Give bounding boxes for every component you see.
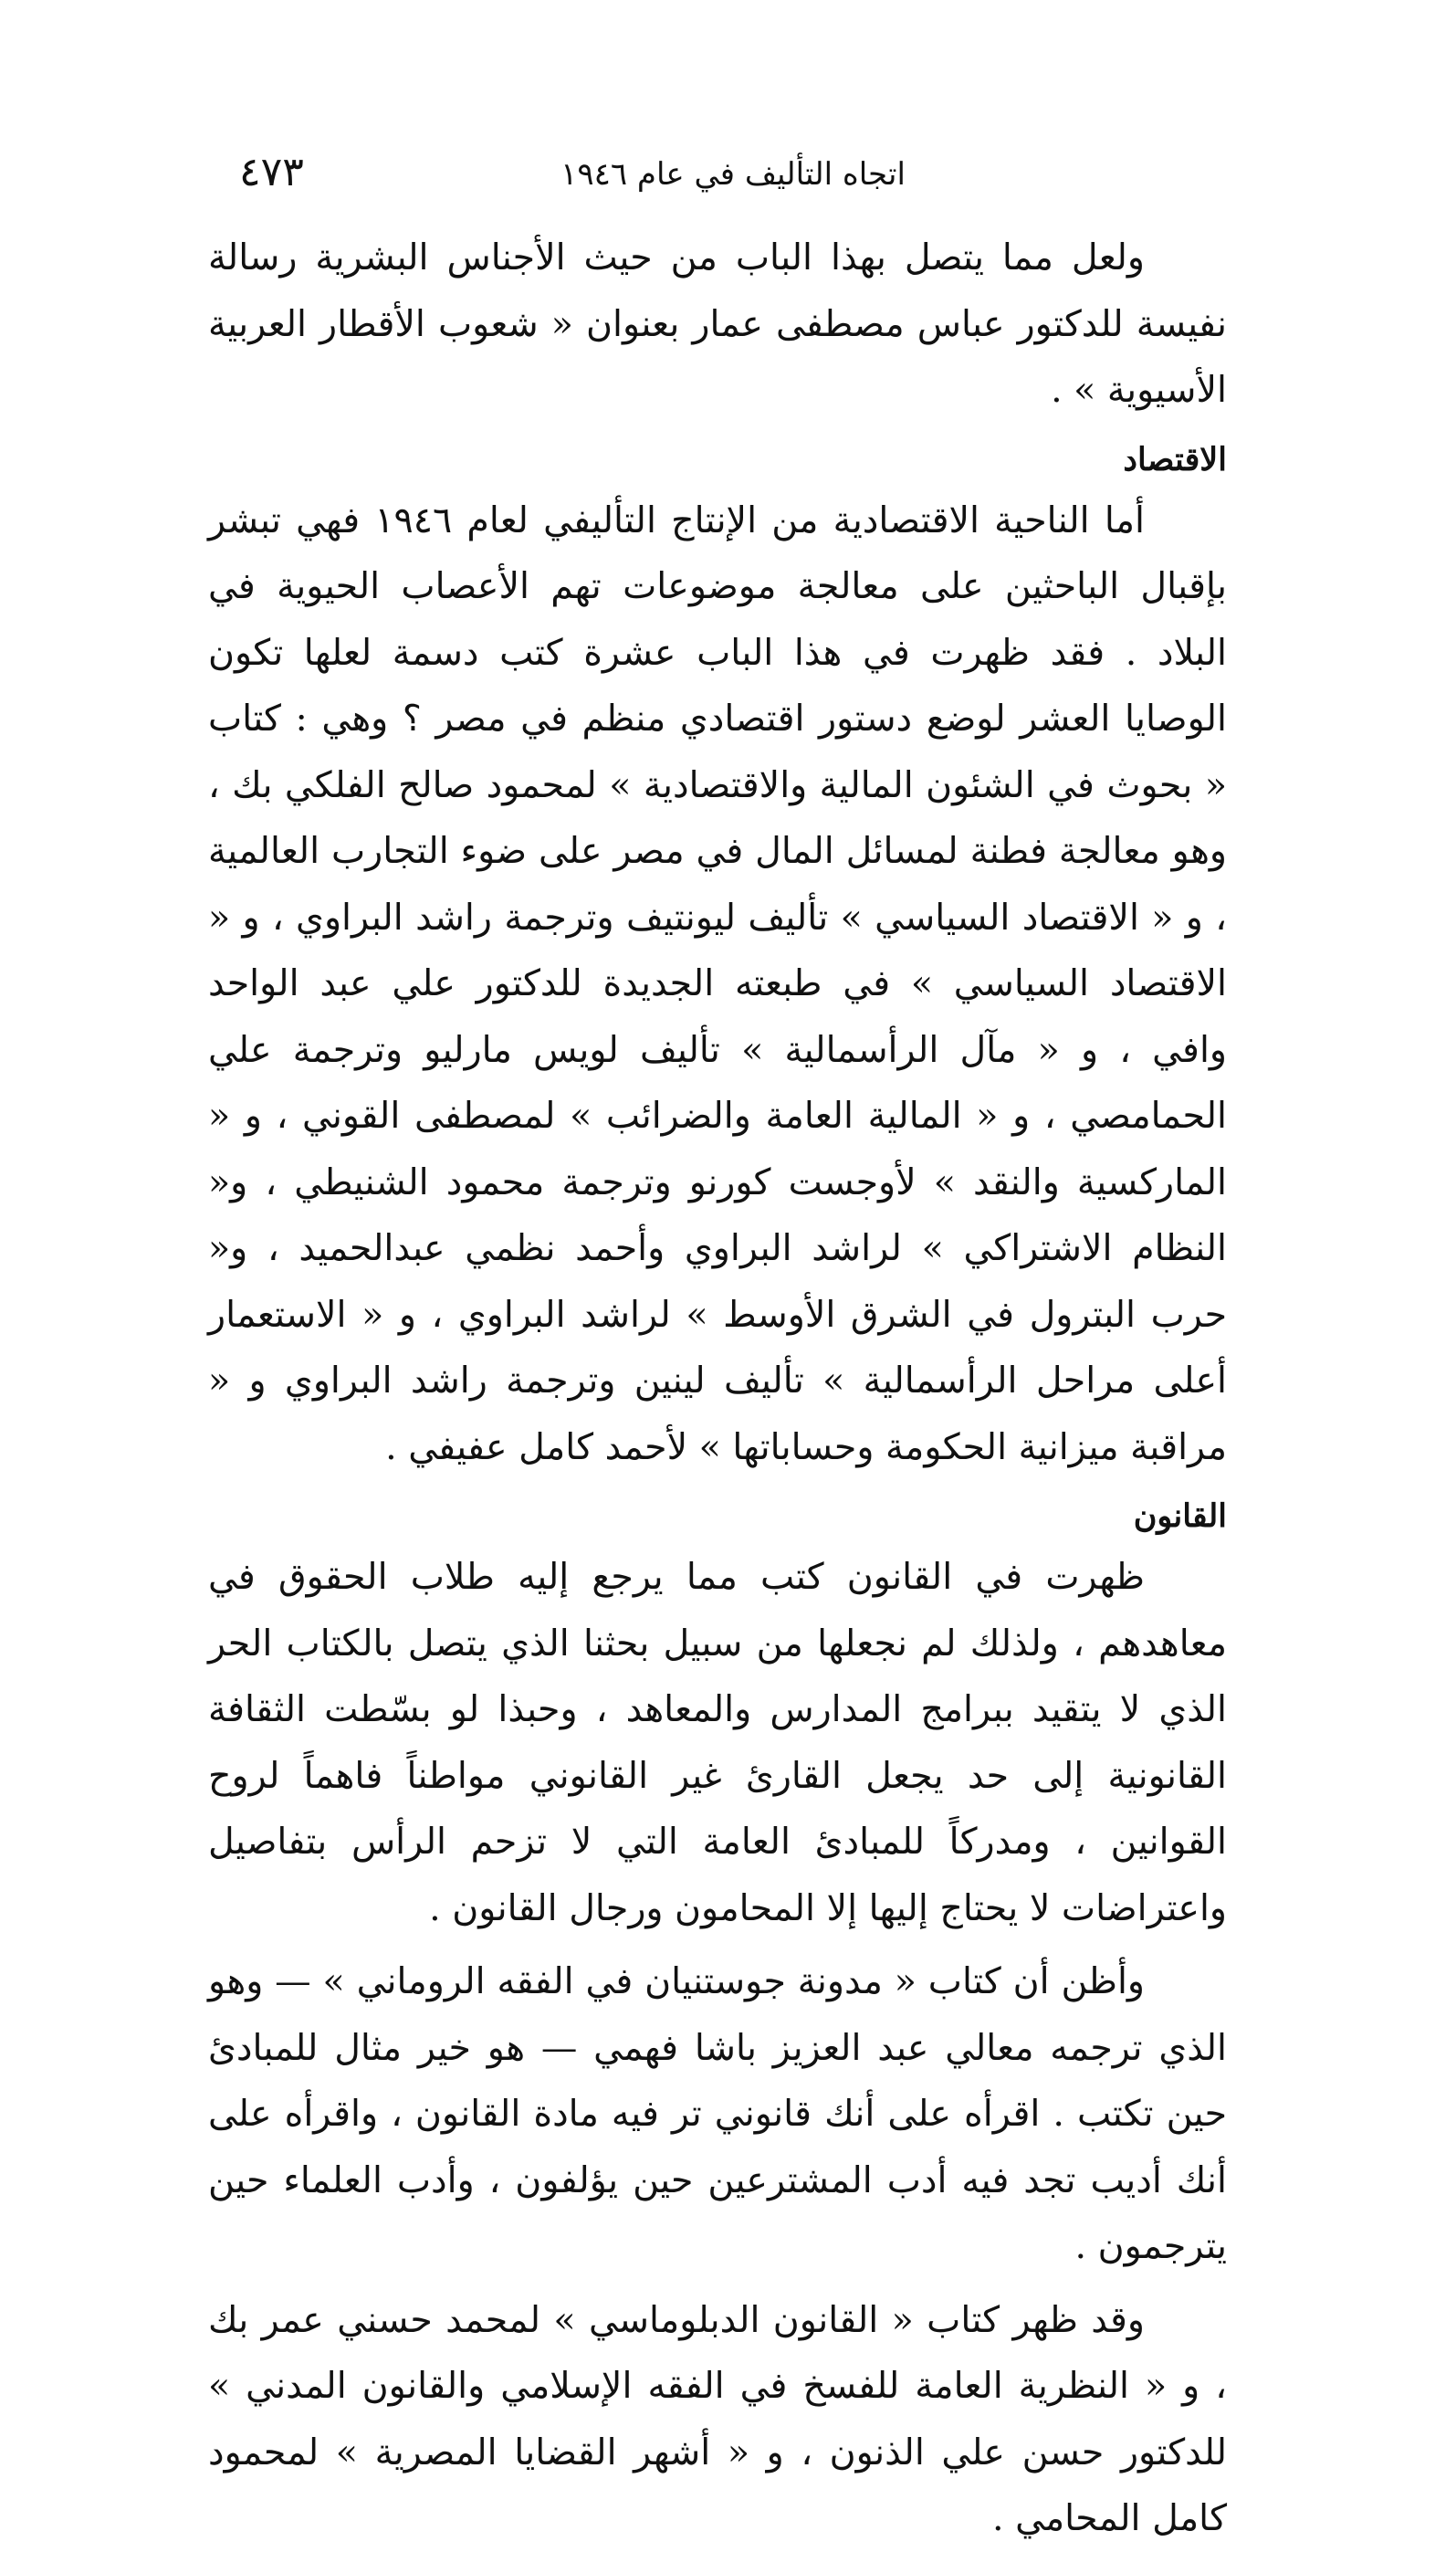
page-body	[208, 225, 1227, 2552]
paragraph-law-2: وأظن أن كتاب « مدونة جوستنيان في الفقه الروماني » — وهو الذي ترجمه معالي عبد العزيز باشا فهمي — هو خير مثال للمبادئ حين تكتب . اقرأه على أنك قانوني تر فيه مادة القانون ، واقرأه على أنك أديب تجد فيه أدب المشترعين حين يؤلفون ، وأدب العلماء حين يترجمون .	[208, 1960, 1227, 2267]
running-title: اتجاه التأليف في عام ١٩٤٦	[560, 156, 906, 193]
paragraph-ethnography: ولعل مما يتصل بهذا الباب من حيث الأجناس البشرية رسالة نفيسة للدكتور عباس مصطفى عمار بعنوان « شعوب الأقطار العربية الأسيوية » .	[208, 236, 1227, 411]
paragraph-law-1: ظهرت في القانون كتب مما يرجع إليه طلاب الحقوق في معاهدهم ، ولذلك لم نجعلها من سبيل بحثنا الذي يتصل بالكتاب الحر الذي لا يتقيد ببرامج المدارس والمعاهد ، وحبذا لو بسّطت الثقافة القانونية إلى حد يجعل القارئ غير القانوني مواطناً فاهماً لروح القوانين ، ومدركاً للمبادئ العامة التي لا تزحم الرأس بتفاصيل واعتراضات لا يحتاج إليها إلا المحامون ورجال القانون .	[208, 1556, 1227, 1929]
section-heading-law: القانون	[1133, 1497, 1227, 1535]
page-header	[239, 149, 1227, 206]
page-number: ٤٧٣	[239, 149, 304, 195]
paragraph-law-3: وقد ظهر كتاب « القانون الدبلوماسي » لمحمد حسني عمر بك ، و « النظرية العامة للفسخ في الفقه الإسلامي والقانون المدني » للدكتور حسن علي الذنون ، و « أشهر القضايا المصرية » لمحمود كامل المحامي .	[208, 2298, 1227, 2539]
section-heading-economy: الاقتصاد	[1123, 440, 1227, 478]
paragraph-economy: أما الناحية الاقتصادية من الإنتاج التأليفي لعام ١٩٤٦ فهي تبشر بإقبال الباحثين على معالجة موضوعات تهم الأعصاب الحيوية في البلاد . فقد ظهرت في هذا الباب عشرة كتب دسمة لعلها تكون الوصايا العشر لوضع دستور اقتصادي منظم في مصر ؟ وهي : كتاب « بحوث في الشئون المالية والاقتصادية » لمحمود صالح الفلكي بك ، وهو معالجة فطنة لمسائل المال في مصر على ضوء التجارب العالمية ، و « الاقتصاد السياسي » تأليف ليونتيف وترجمة راشد البراوي ، و « الاقتصاد السياسي » في طبعته الجديدة للدكتور علي عبد الواحد وافي ، و « مآل الرأسمالية » تأليف لويس مارليو وترجمة علي الحمامصي ، و « المالية العامة والضرائب » لمصطفى القوني ، و « الماركسية والنقد » لأوجست كورنو وترجمة محمود الشنيطي ، و« النظام الاشتراكي » لراشد البراوي وأحمد نظمي عبدالحميد ، و« حرب البترول في الشرق الأوسط » لراشد البراوي ، و « الاستعمار أعلى مراحل الرأسمالية » تأليف لينين وترجمة راشد البراوي و « مراقبة ميزانية الحكومة وحساباتها » لأحمد كامل عفيفي .	[208, 499, 1227, 1468]
